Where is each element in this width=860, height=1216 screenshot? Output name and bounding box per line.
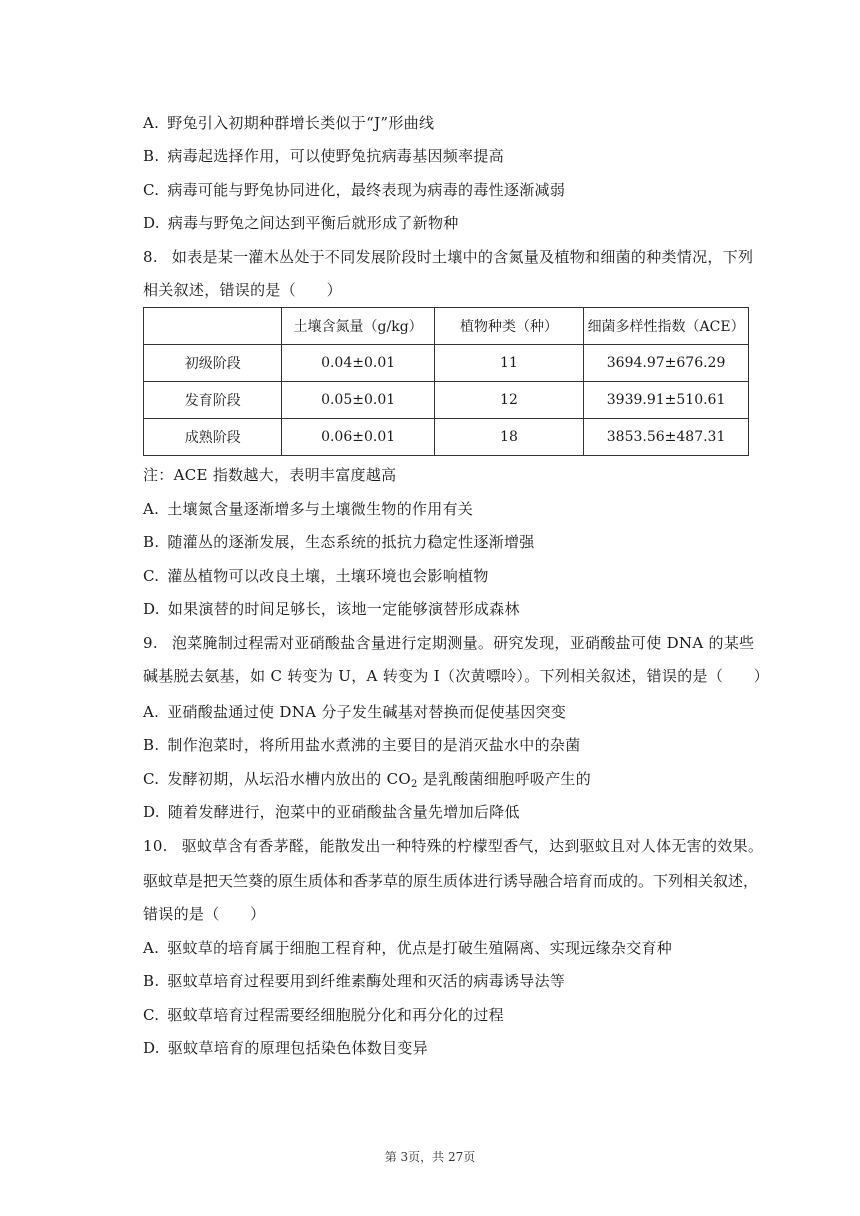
- q7-option-c: [143, 180, 565, 200]
- q10-option-d: [143, 1038, 428, 1058]
- question-stem: 碱基脱去氨基，如 C 转变为 U，A 转变为 I（次黄嘌呤）。下列相关叙述，错误的是（ ）: [143, 667, 770, 685]
- q8-option-d: [143, 599, 520, 619]
- page-footer: 第 3页，共 27页: [384, 1150, 476, 1164]
- question-number: 9.: [143, 634, 158, 652]
- q10-option-b: [143, 971, 565, 991]
- q8-stem-line2: [143, 280, 342, 300]
- question-stem: 错误的是（ ）: [143, 905, 266, 923]
- option-text: 随着发酵进行，泡菜中的亚硝酸盐含量先增加后降低: [167, 803, 520, 821]
- q9-option-d: [143, 802, 520, 822]
- note-text: 注：ACE 指数越大，表明丰富度越高: [143, 466, 397, 484]
- table-cell: 3853.56±487.31: [584, 419, 749, 456]
- option-letter: A.: [143, 703, 160, 721]
- q9-stem-line1: [143, 633, 754, 653]
- table-row: [144, 419, 749, 456]
- q10-option-c: [143, 1005, 504, 1025]
- q10-stem-line2: [143, 871, 758, 891]
- table-cell: 18: [434, 419, 583, 456]
- option-text: 制作泡菜时，将所用盐水煮沸的主要目的是消灭盐水中的杂菌: [167, 736, 581, 754]
- q9-option-b: [143, 735, 581, 755]
- option-letter: B.: [143, 736, 160, 754]
- option-letter: D.: [143, 214, 160, 232]
- table-header-cell: [144, 308, 282, 345]
- option-letter: D.: [143, 600, 160, 618]
- q8-data-table: [143, 307, 749, 456]
- option-text: 病毒起选择作用，可以使野兔抗病毒基因频率提高: [167, 147, 505, 165]
- q8-stem-line1: [143, 247, 753, 267]
- option-text: 驱蚊草的培育属于细胞工程育种，优点是打破生殖隔离、实现远缘杂交育种: [167, 939, 673, 957]
- q8-option-b: [143, 532, 535, 552]
- question-number: 8.: [143, 248, 158, 266]
- q9-option-a: [143, 702, 566, 722]
- table-cell: 初级阶段: [144, 345, 282, 382]
- table-row: [144, 345, 749, 382]
- table-header-cell: 细菌多样性指数（ACE）: [584, 308, 749, 345]
- option-text: 驱蚊草培育的原理包括染色体数目变异: [167, 1039, 428, 1057]
- option-letter: A.: [143, 939, 160, 957]
- option-text-after: 是乳酸菌细胞呼吸产生的: [417, 770, 592, 788]
- table-cell: 3939.91±510.61: [584, 382, 749, 419]
- question-stem: 驱蚊草含有香茅醛，能散发出一种特殊的柠檬型香气，达到驱蚊且对人体无害的效果。: [181, 837, 764, 855]
- q7-option-d: [143, 213, 459, 233]
- table-cell: 0.05±0.01: [282, 382, 434, 419]
- table-cell: 0.06±0.01: [282, 419, 434, 456]
- option-letter: B.: [143, 147, 160, 165]
- q9-option-c: [143, 769, 591, 795]
- q10-stem-line1: [143, 836, 763, 856]
- option-letter: C.: [143, 1006, 160, 1024]
- option-text: 土壤氮含量逐渐增多与土壤微生物的作用有关: [167, 500, 474, 518]
- question-stem: 相关叙述，错误的是（ ）: [143, 281, 342, 299]
- option-letter: B.: [143, 972, 160, 990]
- option-text: 亚硝酸盐通过使 DNA 分子发生碱基对替换而促使基因突变: [167, 703, 567, 721]
- option-letter: D.: [143, 1039, 160, 1057]
- option-letter: C.: [143, 181, 160, 199]
- option-text: 病毒可能与野兔协同进化，最终表现为病毒的毒性逐渐减弱: [167, 181, 566, 199]
- table-cell: 3694.97±676.29: [584, 345, 749, 382]
- q7-option-a: [143, 113, 434, 133]
- question-number: 10.: [143, 837, 168, 855]
- q7-option-b: [143, 146, 504, 166]
- table-cell: 12: [434, 382, 583, 419]
- table-header-cell: 土壤含氮量（g/kg）: [282, 308, 434, 345]
- table-cell: 成熟阶段: [144, 419, 282, 456]
- option-letter: D.: [143, 803, 160, 821]
- option-text: 随灌丛的逐渐发展，生态系统的抵抗力稳定性逐渐增强: [167, 533, 535, 551]
- option-text: 驱蚊草培育过程需要经细胞脱分化和再分化的过程: [167, 1006, 504, 1024]
- option-text: 驱蚊草培育过程要用到纤维素酶处理和灭活的病毒诱导法等: [167, 972, 566, 990]
- option-letter: B.: [143, 533, 160, 551]
- q8-option-c: [143, 566, 489, 586]
- option-text: 病毒与野兔之间达到平衡后就形成了新物种: [167, 214, 459, 232]
- table-cell: 0.04±0.01: [282, 345, 434, 382]
- q10-stem-line3: [143, 904, 265, 924]
- question-stem: 如表是某一灌木丛处于不同发展阶段时土壤中的含氮量及植物和细菌的种类情况，下列: [171, 248, 754, 266]
- q10-option-a: [143, 938, 672, 958]
- option-text: 灌丛植物可以改良土壤，土壤环境也会影响植物: [167, 567, 489, 585]
- option-letter: C.: [143, 770, 160, 788]
- table-header-cell: 植物种类（种）: [434, 308, 583, 345]
- option-letter: A.: [143, 114, 160, 132]
- option-text: 如果演替的时间足够长，该地一定能够演替形成森林: [167, 600, 520, 618]
- option-letter: C.: [143, 567, 160, 585]
- option-letter: A.: [143, 500, 160, 518]
- q8-table-note: [143, 465, 396, 485]
- subscript: 2: [410, 779, 418, 790]
- table-cell: 发育阶段: [144, 382, 282, 419]
- option-text-before: 发酵初期，从坛沿水槽内放出的 CO: [167, 770, 411, 788]
- table-row: [144, 382, 749, 419]
- table-header-row: [144, 308, 749, 345]
- table-cell: 11: [434, 345, 583, 382]
- option-text: 野兔引入初期种群增长类似于“J”形曲线: [167, 114, 435, 132]
- question-stem: 泡菜腌制过程需对亚硝酸盐含量进行定期测量。研究发现，亚硝酸盐可使 DNA 的某些: [171, 634, 755, 652]
- q9-stem-line2: [143, 666, 769, 686]
- question-stem: 驱蚊草是把天竺葵的原生质体和香茅草的原生质体进行诱导融合培育而成的。下列相关叙述，: [143, 872, 759, 890]
- q8-option-a: [143, 499, 473, 519]
